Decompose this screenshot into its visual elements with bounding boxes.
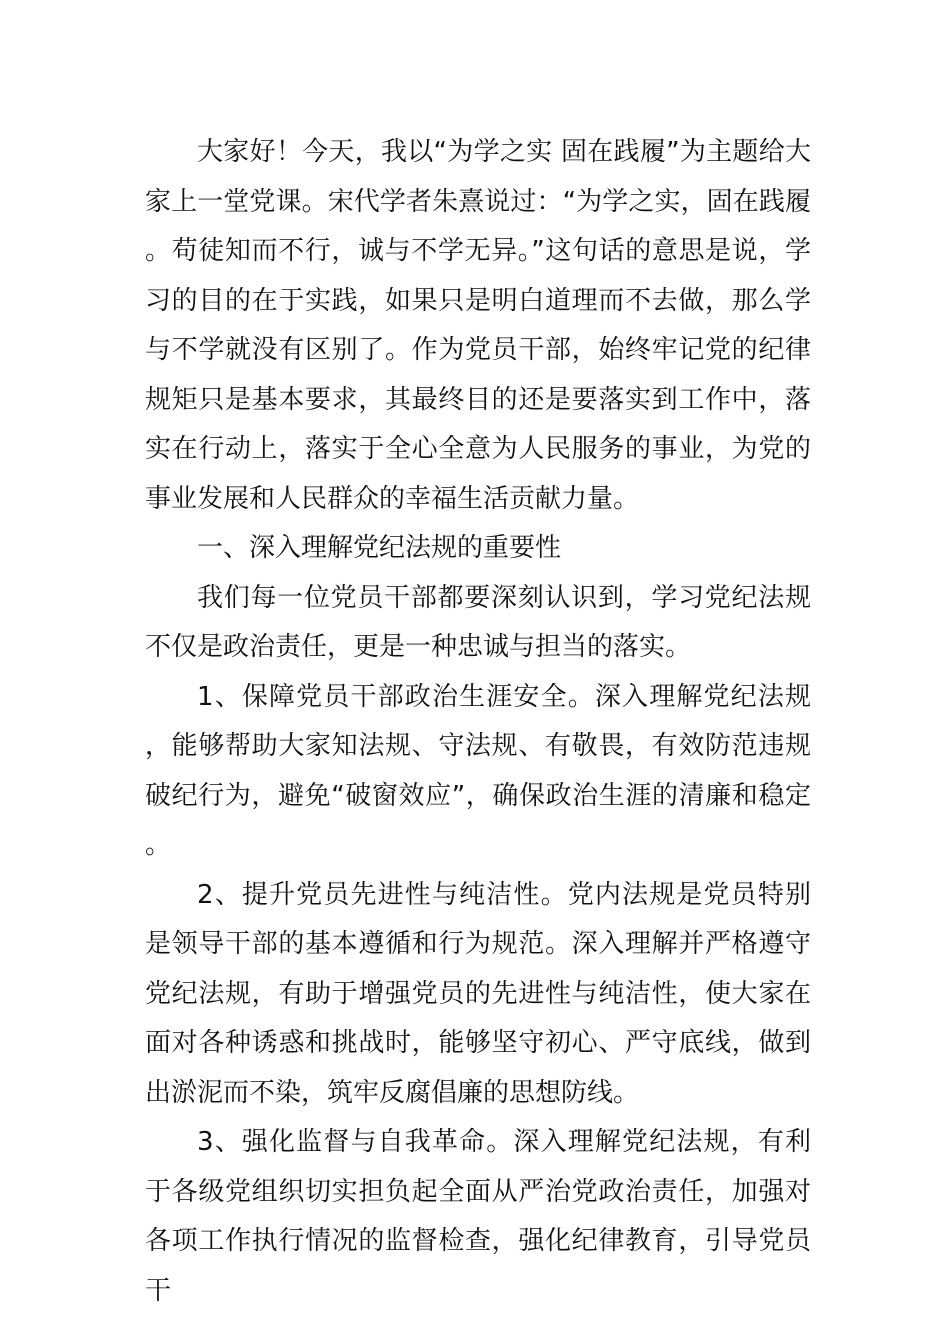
paragraph-point-3: 3、强化监督与自我革命。深入理解党纪法规，有利于各级党组织切实担负起全面从严治党政治责任，加强对各项工作执行情况的监督检查，强化纪律教育，引导党员干 [145,1127,811,1306]
document-body [145,128,811,1316]
paragraph-point-2: 2、提升党员先进性与纯洁性。党内法规是党员特别是领导干部的基本遵循和行为规范。深入理解并严格遵守党纪法规，有助于增强党员的先进性与纯洁性，使大家在面对各种诱惑和挑战时，能够坚守初心、严守底线，做到出淤泥而不染，筑牢反腐倡廉的思想防线。 [145,879,811,1108]
paragraph-section-intro: 我们每一位党员干部都要深刻认识到，学习党纪法规不仅是政治责任，更是一种忠诚与担当的落实。 [145,582,811,662]
paragraph-point-1: 1、保障党员干部政治生涯安全。深入理解党纪法规，能够帮助大家知法规、守法规、有敬畏，有效防范违规破纪行为，避免“破窗效应”，确保政治生涯的清廉和稳定。 [145,681,811,860]
section-heading-1: 一、深入理解党纪法规的重要性 [197,533,562,563]
paragraph-intro: 大家好！今天，我以“为学之实 固在践履”为主题给大家上一堂党课。宋代学者朱熹说过：“为学之实，固在践履。苟徒知而不行，诚与不学无异。”这句话的意思是说，学习的目的在于实践，如果只是明白道理而不去做，那么学与不学就没有区别了。作为党员干部，始终牢记党的纪律规矩只是基本要求，其最终目的还是要落实到工作中，落实在行动上，落实于全心全意为人民服务的事业，为党的事业发展和人民群众的幸福生活贡献力量。 [145,137,811,514]
